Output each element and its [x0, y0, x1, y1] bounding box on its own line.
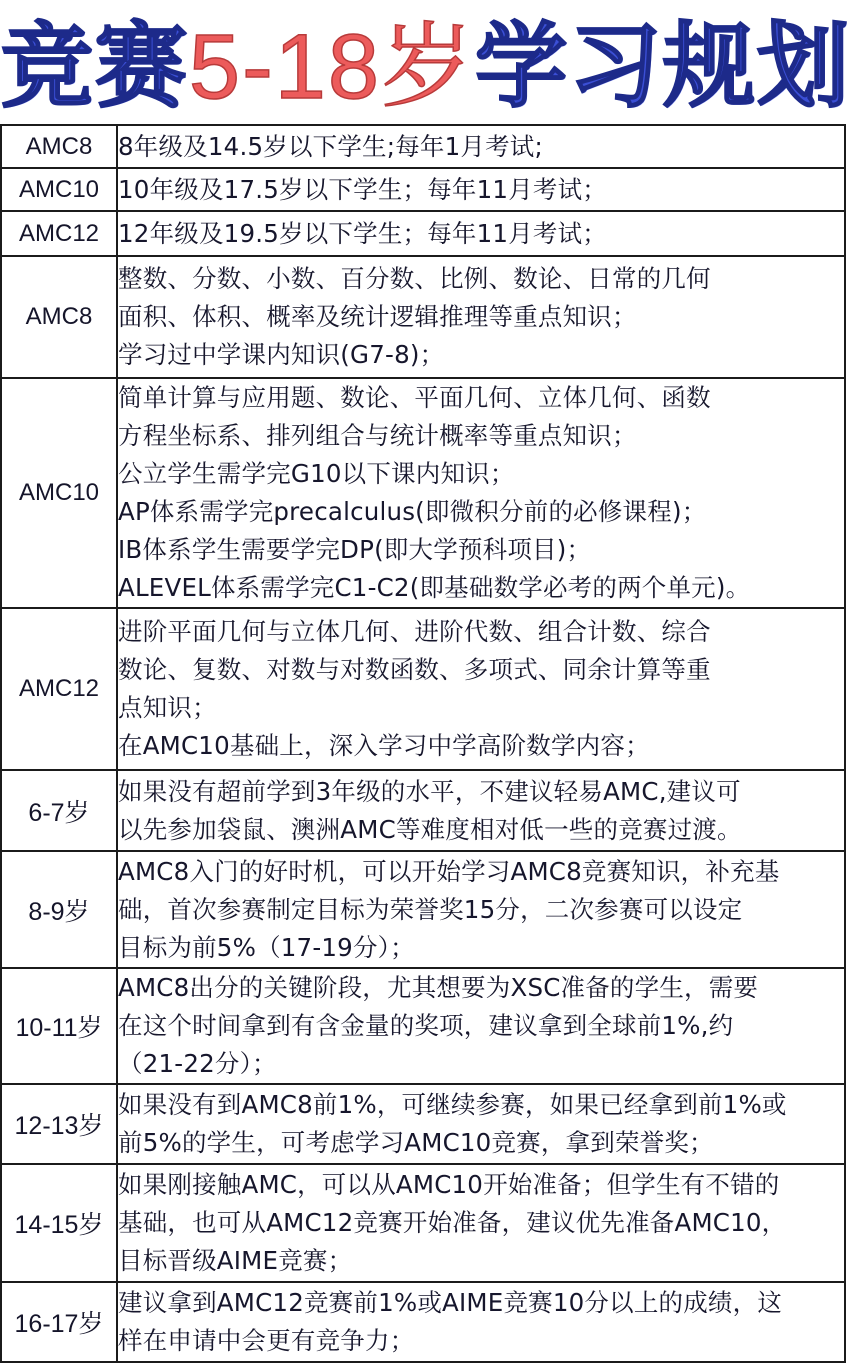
- row-label: AMC10: [1, 168, 117, 211]
- row-label: AMC12: [1, 608, 117, 770]
- row-label: AMC12: [1, 211, 117, 256]
- row-content: [117, 1084, 845, 1164]
- content-line: 以先参加袋鼠、澳洲AMC等难度相对低一些的竞赛过渡。: [118, 814, 742, 844]
- content-line: 进阶平面几何与立体几何、进阶代数、组合计数、综合: [118, 617, 711, 646]
- title-part-age-range: 5-18岁: [188, 16, 476, 118]
- content-line: 基础，也可从AMC12竞赛开始准备，建议优先准备AMC10，: [118, 1208, 787, 1237]
- content-line: 在AMC10基础上，深入学习中学高阶数学内容；: [118, 731, 650, 760]
- content-line: （21-22分）；: [118, 1049, 277, 1078]
- row-label: 8-9岁: [1, 851, 117, 968]
- row-content: [117, 1282, 845, 1362]
- content-line: 点知识；: [118, 693, 217, 722]
- row-content: [117, 1164, 845, 1282]
- content-line: 12年级及19.5岁以下学生；每年11月考试；: [118, 219, 607, 248]
- table-row: [1, 168, 845, 211]
- row-label: 10-11岁: [1, 968, 117, 1084]
- content-line: 方程坐标系、排列组合与统计概率等重点知识；: [118, 421, 637, 450]
- content-line: 础，首次参赛制定目标为荣誉奖15分，二次参赛可以设定: [118, 894, 743, 924]
- content-line: 如果没有到AMC8前1%，可继续参赛，如果已经拿到前1%或: [118, 1090, 787, 1119]
- row-content: [117, 168, 845, 211]
- content-line: 整数、分数、小数、百分数、比例、数论、日常的几何: [118, 264, 711, 293]
- row-label: 16-17岁: [1, 1282, 117, 1362]
- content-line: AMC8出分的关键阶段，尤其想要为XSC准备的学生，需要: [118, 973, 759, 1002]
- content-line: AMC8入门的好时机，可以开始学习AMC8竞赛知识，补充基: [118, 856, 780, 886]
- content-line: 目标晋级AIME竞赛；: [118, 1246, 353, 1275]
- content-line: 简单计算与应用题、数论、平面几何、立体几何、函数: [118, 383, 711, 412]
- row-content: [117, 968, 845, 1084]
- table-row: [1, 770, 845, 851]
- row-label: 6-7岁: [1, 770, 117, 851]
- row-content: [117, 378, 845, 608]
- table-row: [1, 1084, 845, 1164]
- table-row: [1, 1282, 845, 1362]
- row-label: AMC10: [1, 378, 117, 608]
- row-label: AMC8: [1, 125, 117, 168]
- title-part-learning-plan: 学习规划: [475, 13, 852, 120]
- table-row: [1, 851, 845, 968]
- table-row: [1, 1164, 845, 1282]
- content-line: 学习过中学课内知识(G7-8)；: [118, 340, 445, 369]
- content-line: 样在申请中会更有竞争力；: [118, 1326, 415, 1355]
- content-line: 面积、体积、概率及统计逻辑推理等重点知识；: [118, 302, 637, 331]
- table-row: [1, 125, 845, 168]
- content-line: 建议拿到AMC12竞赛前1%或AIME竞赛10分以上的成绩，这: [118, 1288, 783, 1317]
- table-row: [1, 968, 845, 1084]
- row-content: [117, 851, 845, 968]
- content-line: 如果没有超前学到3年级的水平，不建议轻易AMC,建议可: [118, 776, 741, 806]
- title-part-competition: 竞赛: [0, 13, 189, 120]
- row-content: [117, 256, 845, 378]
- row-label: 12-13岁: [1, 1084, 117, 1164]
- row-content: [117, 608, 845, 770]
- page-title: [0, 0, 852, 118]
- content-line: 8年级及14.5岁以下学生;每年1月考试;: [118, 132, 543, 161]
- content-line: 目标为前5%（17-19分）；: [118, 932, 415, 962]
- table-row: [1, 378, 845, 608]
- content-line: 前5%的学生，可考虑学习AMC10竞赛，拿到荣誉奖；: [118, 1128, 714, 1157]
- content-line: IB体系学生需要学完DP(即大学预科项目)；: [118, 535, 592, 564]
- table-row: [1, 608, 845, 770]
- row-label: 14-15岁: [1, 1164, 117, 1282]
- content-line: 数论、复数、对数与对数函数、多项式、同余计算等重: [118, 655, 711, 684]
- content-line: ALEVEL体系需学完C1-C2(即基础数学必考的两个单元)。: [118, 573, 751, 602]
- content-line: 如果刚接触AMC，可以从AMC10开始准备；但学生有不错的: [118, 1170, 780, 1199]
- content-line: AP体系需学完precalculus(即微积分前的必修课程)；: [118, 497, 707, 526]
- table-row: [1, 211, 845, 256]
- row-content: [117, 770, 845, 851]
- content-line: 10年级及17.5岁以下学生；每年11月考试；: [118, 175, 607, 204]
- row-content: [117, 125, 845, 168]
- content-line: 在这个时间拿到有含金量的奖项，建议拿到全球前1%,约: [118, 1011, 734, 1040]
- content-line: 公立学生需学完G10以下课内知识；: [118, 459, 515, 488]
- table-row: [1, 256, 845, 378]
- row-label: AMC8: [1, 256, 117, 378]
- study-plan-table: [0, 124, 846, 1363]
- row-content: [117, 211, 845, 256]
